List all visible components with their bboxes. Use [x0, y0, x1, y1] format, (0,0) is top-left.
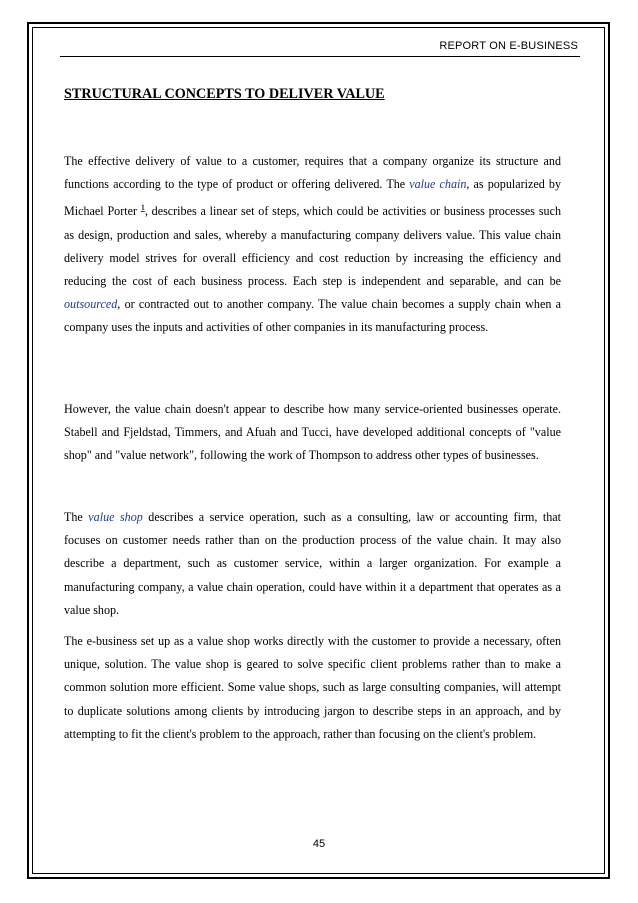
paragraph-text: The: [64, 510, 89, 524]
paragraph-ebusiness-value-shop: The e-business set up as a value shop works directly with the customer to provide a necessary, often unique, solution. The value shop is geared to solve specific client problems rather than to make a common solution more efficient. Some value shops, such as large consulting companies, will attempt to duplicate solutions among clients by introducing jargon to describe steps in an approach, and by attempting to fit the client's problem to the approach, rather than focusing on the client's problem.: [64, 634, 561, 741]
paragraph-service-businesses: However, the value chain doesn't appear to describe how many service-oriented businesses operate. Stabell and Fjeldstad, Timmers, and Afuah and Tucci, have developed additional concepts of "value shop" and "value network", following the work of Thompson to address other types of businesses.: [64, 402, 561, 463]
term-value-shop: value shop: [88, 510, 143, 524]
running-header: REPORT ON E-BUSINESS: [439, 40, 578, 52]
paragraph-text: , as popularized by Michael Porter: [64, 177, 561, 219]
paragraph-text: , describes a linear set of steps, which could be activities or business processes such as design, production and sales, whereby a manufacturing company delivers value. This value chain delivery model strives for overall efficiency and cost reduction by increasing the efficiency and reducing the cost of each business process. Each step is independent and separable, and can be: [64, 204, 561, 289]
section-title: STRUCTURAL CONCEPTS TO DELIVER VALUE: [64, 86, 385, 102]
paragraph-text: , or contracted out to another company. The value chain becomes a supply chain when a company uses the inputs and activities of other companies in its manufacturing process.: [64, 297, 561, 335]
paragraph-text: describes a service operation, such as a consulting, law or accounting firm, that focuses on customer needs rather than on the production process of the value chain. It may also describe a department, such as customer service, within a larger organization. For example a manufacturing company, a value chain operation, could have within it a department that operates as a value shop.: [64, 510, 562, 617]
footnote-link[interactable]: 1: [140, 203, 145, 213]
term-outsourced: outsourced: [64, 297, 118, 312]
term-value-chain: value chain: [409, 177, 467, 192]
paragraph-value-chain: [64, 150, 561, 340]
header-rule: [60, 56, 580, 57]
page-number: 45: [312, 838, 326, 850]
paragraph-value-shop: [64, 506, 561, 622]
paragraph-text: The effective delivery of value to a customer, requires that a company organize its structure and functions according to the type of product or offering delivered. The: [64, 154, 561, 192]
